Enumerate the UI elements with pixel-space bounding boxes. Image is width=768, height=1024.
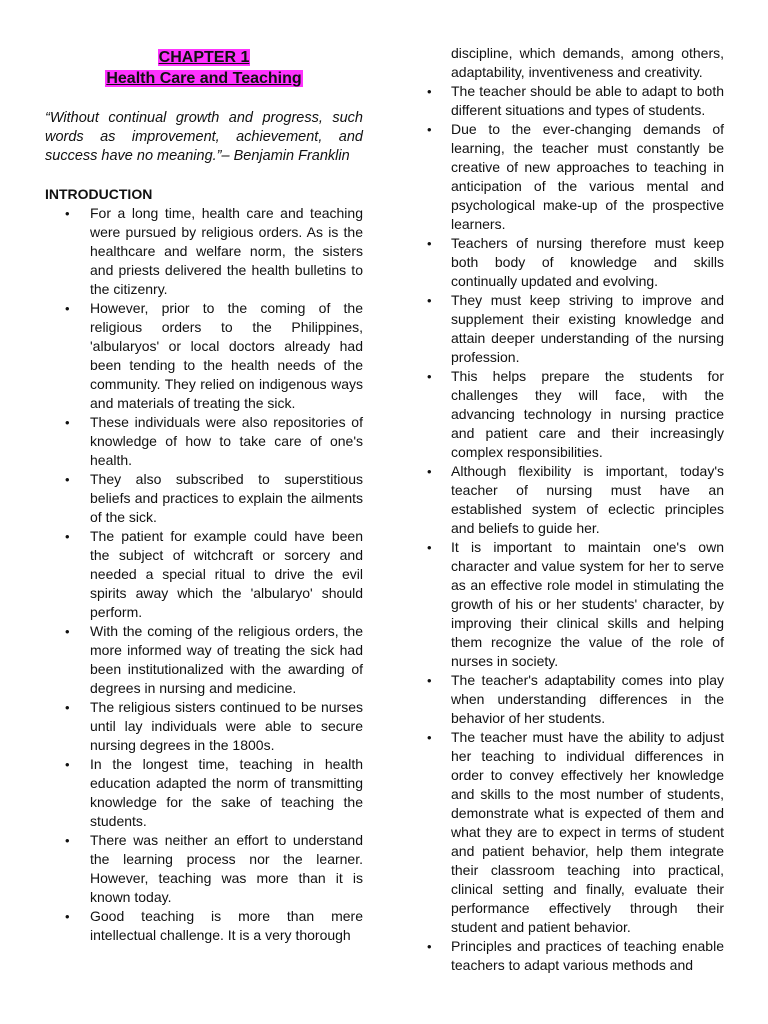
list-item: • Principles and practices of teaching enable teachers to adapt various methods and [424,937,724,975]
epigraph-quote: “Without continual growth and progress, such words as improvement, achievement, and success have no meaning.”– Benjamin Franklin [45,110,363,164]
right-column [424,44,724,975]
list-item: • The teacher should be able to adapt to both different situations and types of students. [424,82,724,120]
list-item: • It is important to maintain one's own character and value system for her to serve as an effective role model in stimulating the growth of his or her students' character, by improving their clinical skills and helping them recognize the value of the role of nurses in society. [424,538,724,671]
list-item: • Due to the ever-changing demands of learning, the teacher must constantly be creative of new approaches to teaching in anticipation of the various mental and psychological make-up of the prospective learners. [424,120,724,234]
list-item: • The teacher must have the ability to adjust her teaching to individual differences in order to convey effectively her knowledge and skills to the most number of students, demonstrate what is expected of them and what they are to expect in terms of student and patient behavior, help them integrate their classroom teaching into practical, clinical setting and finally, evaluate their performance effectively through their student and patient behavior. [424,728,724,937]
list-item: • They must keep striving to improve and supplement their existing knowledge and attain deeper understanding of the nursing profession. [424,291,724,367]
list-item: • With the coming of the religious orders, the more informed way of treating the sick had been institutionalized with the awarding of degrees in nursing and medicine. [45,622,363,698]
list-item: • These individuals were also repositories of knowledge of how to take care of one's health. [45,413,363,470]
list-item: • Teachers of nursing therefore must keep both body of knowledge and skills continually updated and evolving. [424,234,724,291]
continued-paragraph: discipline, which demands, among others, adaptability, inventiveness and creativity. [451,45,724,80]
list-item: • Good teaching is more than mere intellectual challenge. It is a very thorough [45,907,363,945]
list-item: • The teacher's adaptability comes into play when understanding differences in the behavior of her students. [424,671,724,728]
list-item: • This helps prepare the students for challenges they will face, with the advancing technology in nursing practice and patient care and their increasingly complex responsibilities. [424,367,724,462]
right-bullet-list [424,82,724,975]
left-column [45,0,363,945]
left-bullet-list [45,204,363,945]
list-item: • However, prior to the coming of the religious orders to the Philippines, 'albularyos' or local doctors already had been tending to the health needs of the community. They relied on indigenous ways and materials of treating the sick. [45,299,363,413]
list-item: • There was neither an effort to understand the learning process nor the learner. However, teaching was more than it is known today. [45,831,363,907]
list-item: • They also subscribed to superstitious beliefs and practices to explain the ailments of the sick. [45,470,363,527]
list-item: • For a long time, health care and teaching were pursued by religious orders. As is the healthcare and welfare norm, the sisters and priests delivered the health bulletins to the citizenry. [45,204,363,299]
chapter-heading [45,47,363,89]
list-item: • The religious sisters continued to be nurses until lay individuals were able to secure nursing degrees in the 1800s. [45,698,363,755]
chapter-number: CHAPTER 1 [158,49,250,66]
list-item: • The patient for example could have been the subject of witchcraft or sorcery and needed a special ritual to drive the evil spirits away which the 'albularyo' should perform. [45,527,363,622]
chapter-title: Health Care and Teaching [106,70,302,87]
list-item: • Although flexibility is important, today's teacher of nursing must have an established system of eclectic principles and beliefs to guide her. [424,462,724,538]
section-heading-introduction: INTRODUCTION [45,186,153,202]
list-item: • In the longest time, teaching in health education adapted the norm of transmitting knowledge for the sake of teaching the students. [45,755,363,831]
